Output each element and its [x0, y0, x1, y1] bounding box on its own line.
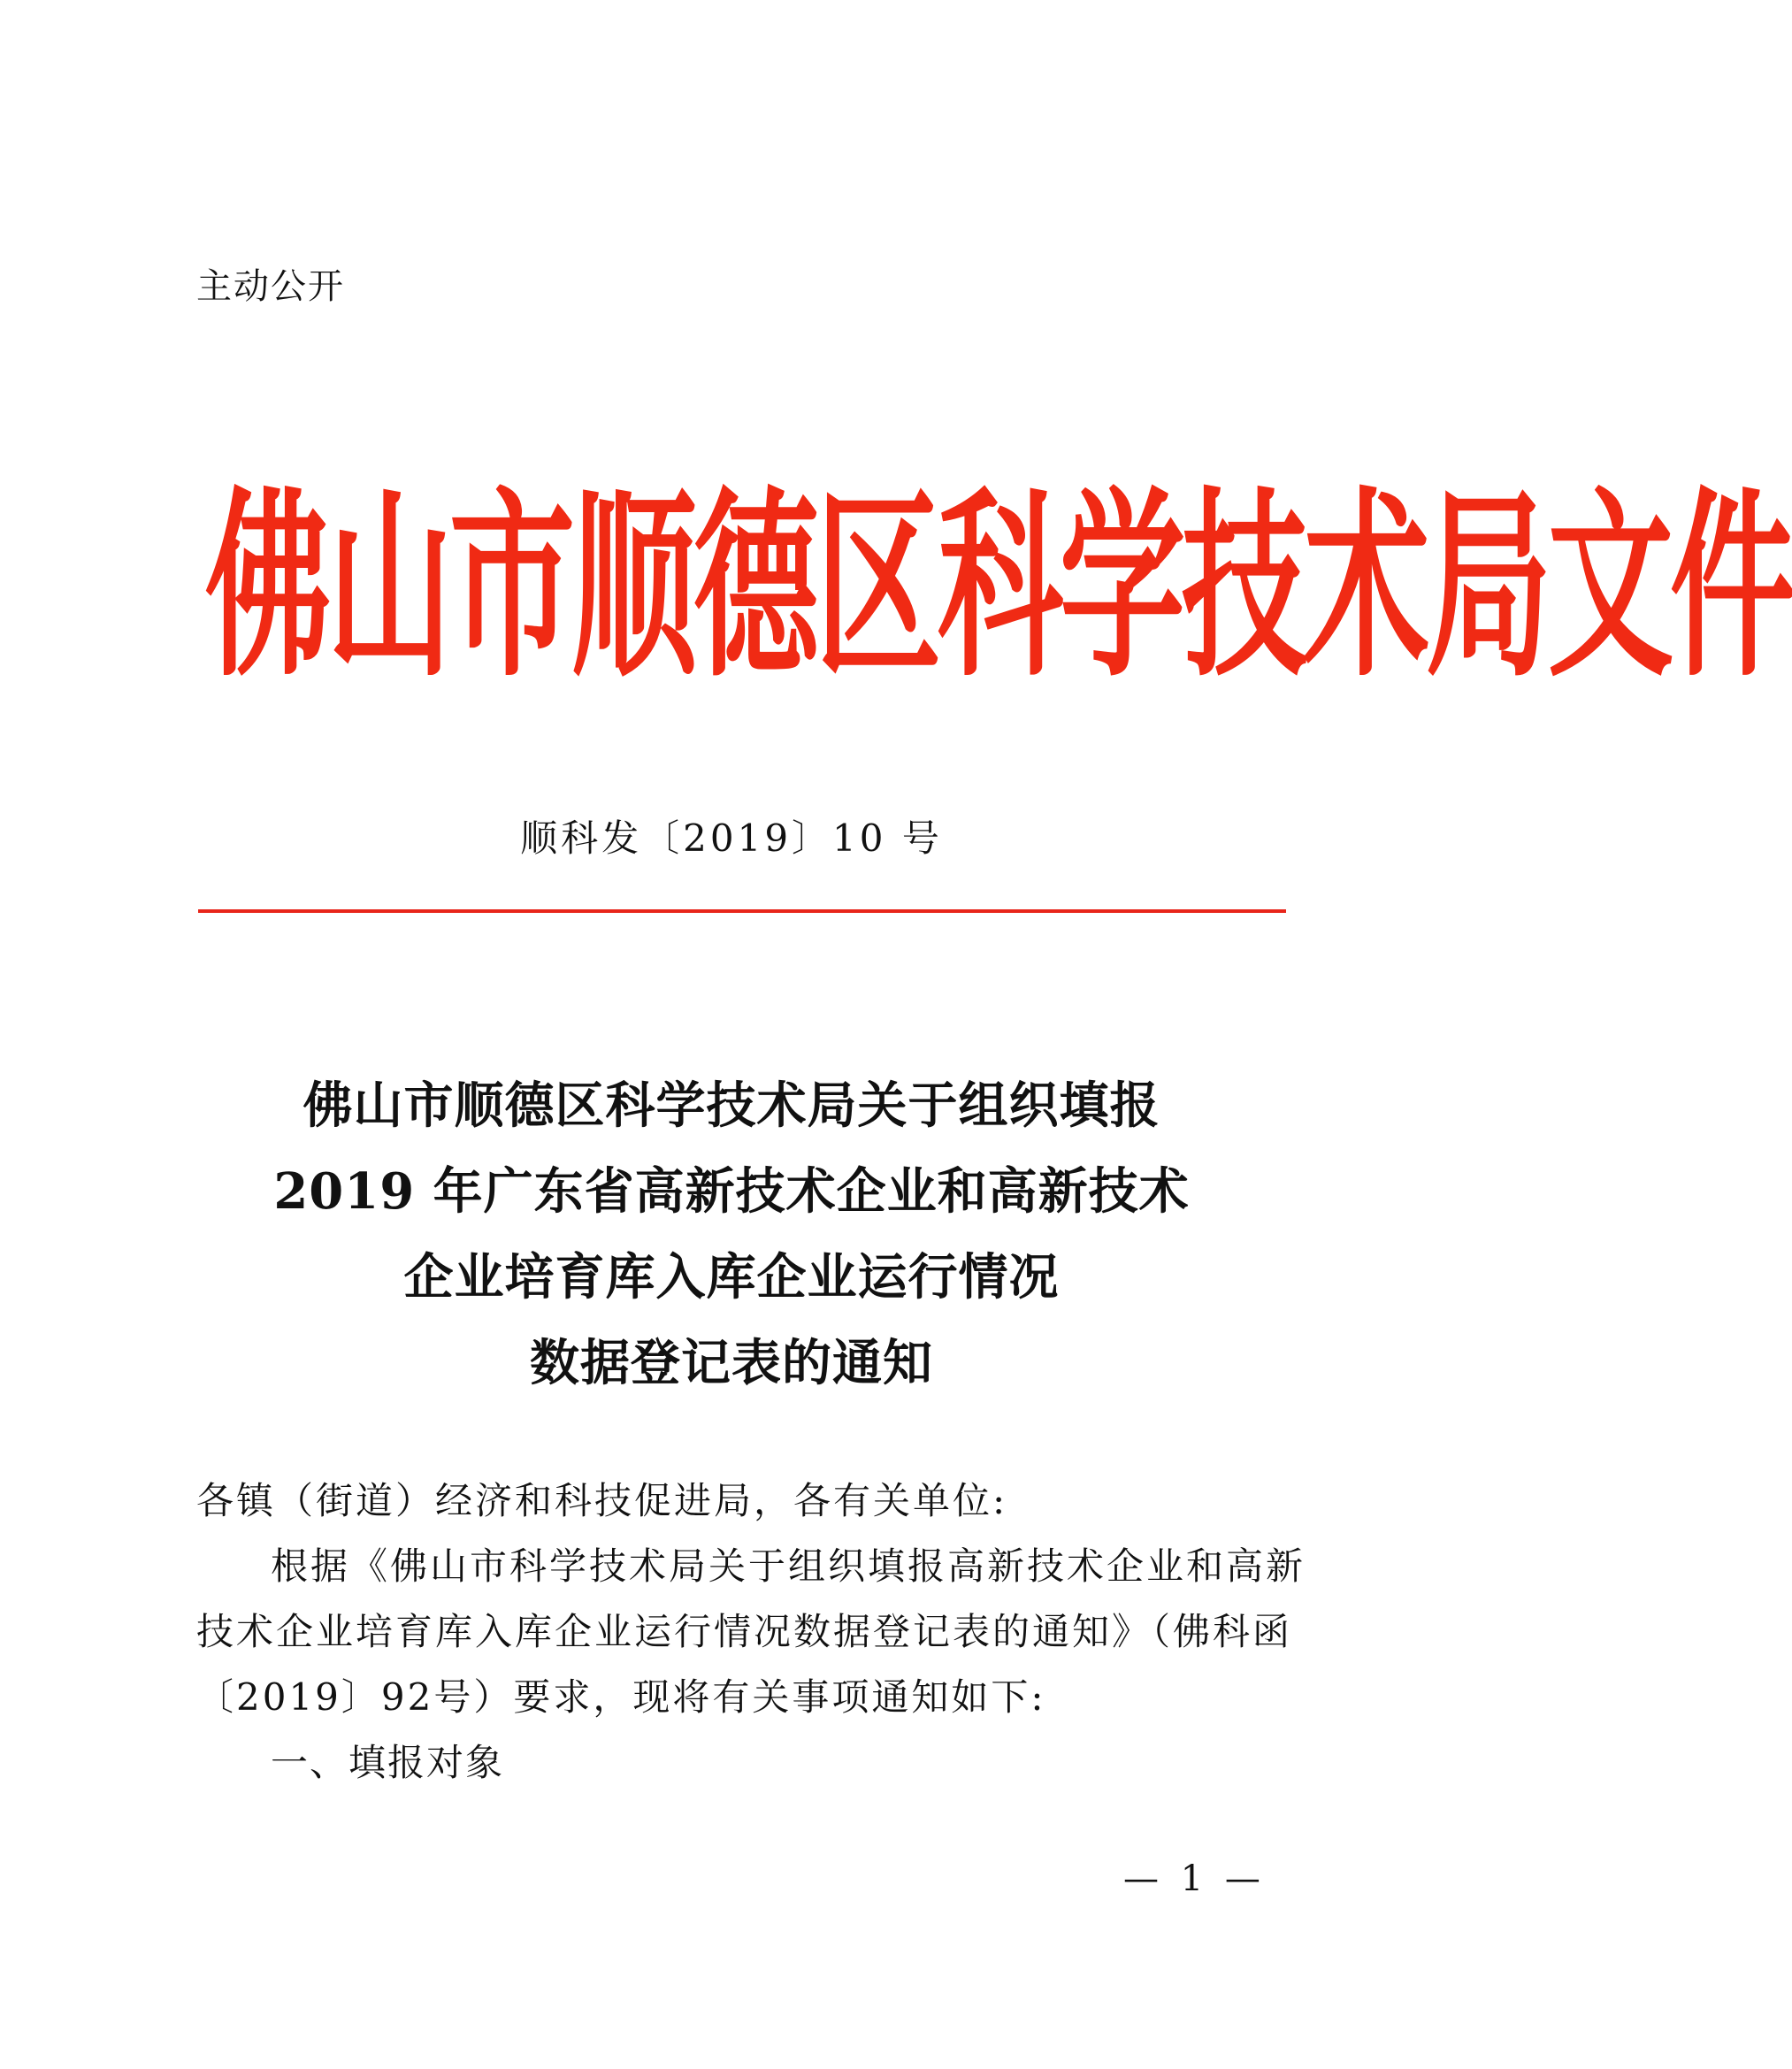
body-text-line: 〔2019〕92号）要求，现将有关事项通知如下: — [196, 1675, 1046, 1719]
title-line: 佛山市顺德区科学技术局关于组织填报 — [302, 1077, 1160, 1135]
red-divider-rule — [198, 909, 1286, 913]
document-title — [177, 1063, 1286, 1406]
title-line: 2019 年广东省高新技术企业和高新技术 — [273, 1162, 1190, 1221]
body-text-line: 根据《佛山市科学技术局关于组织填报高新技术企业和高新 — [271, 1544, 1306, 1588]
page-number: — 1 — — [1123, 1858, 1266, 1899]
title-line: 数据登记表的通知 — [530, 1334, 933, 1392]
salutation: 各镇（街道）经济和科技促进局，各有关单位: — [196, 1479, 1008, 1522]
issuer-masthead: 佛山市顺德区科学技术局文件 — [205, 471, 1792, 705]
document-number: 顺科发〔2019〕10 号 — [520, 816, 943, 860]
section-heading: 一、填报对象 — [271, 1741, 505, 1784]
title-line: 企业培育库入库企业运行情况 — [403, 1248, 1060, 1307]
document-body — [196, 1468, 1306, 1796]
body-text-line: 技术企业培育库入库企业运行情况数据登记表的通知》（佛科函 — [196, 1610, 1293, 1653]
disclosure-label: 主动公开 — [196, 266, 345, 307]
